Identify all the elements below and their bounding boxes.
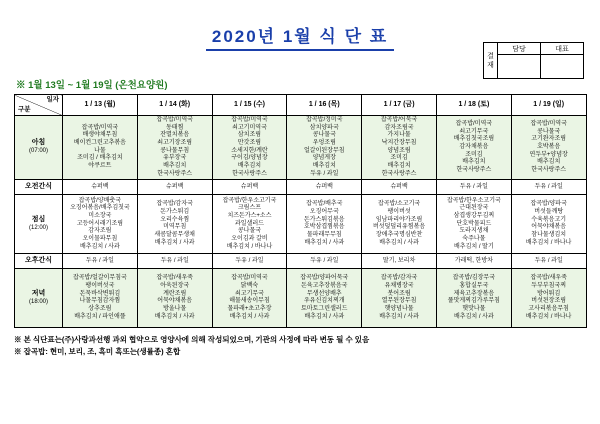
menu-item: 근대된장국	[459, 205, 489, 212]
menu-item: 삼치양파국	[309, 124, 339, 131]
menu-item: 두유 / 과일	[310, 170, 339, 177]
menu-item: 쇠고기장조림	[157, 140, 193, 147]
menu-item: 배추김치 / 바나나	[525, 239, 572, 246]
menu-item: 한국사랑주스	[456, 166, 492, 173]
menu-item: 잡곡밥/어묵국	[380, 117, 418, 123]
menu-cell-2-2	[212, 195, 287, 254]
menu-cell-0-5	[436, 116, 511, 180]
menu-cell-1-5: 두유 / 과일	[436, 180, 511, 195]
menu-cell-2-3	[287, 195, 362, 254]
menu-item: 우엉조림	[312, 140, 336, 147]
menu-item: 잡곡밥/미역국	[81, 124, 119, 131]
menu-cell-0-1	[137, 116, 212, 180]
menu-item: 한국사랑주스	[531, 166, 567, 173]
menu-item: 물파래+초고추장	[227, 306, 272, 313]
menu-item: 제육고추장볶음	[453, 290, 495, 297]
menu-item: 돈육고추장볶음국	[301, 283, 348, 290]
menu-item: 잡곡밥/감자국	[156, 201, 193, 208]
menu-item: 우유신김치찌개	[304, 298, 345, 305]
menu-item: 배추김치 / 사과	[453, 313, 494, 320]
menu-item: 잡곡밥/배추국	[306, 201, 343, 208]
menu-cell-4-6	[511, 269, 586, 328]
menu-item: 미소장국	[88, 212, 112, 219]
menu-item: 잡곡밥/감자국	[380, 275, 418, 282]
menu-item: 잡곡밥/미역국	[156, 117, 193, 123]
menu-item: 오징어볶음/배추김칫국	[70, 205, 130, 212]
menu-item: 배추김치 / 파인애플	[74, 313, 126, 320]
menu-item: 배추김치 / 사과	[304, 239, 345, 246]
row-label-time-4: (18:00)	[28, 299, 48, 306]
menu-item: 잡곡밥/정미국	[306, 117, 343, 123]
menu-item: 배추김치	[537, 159, 561, 166]
row-label-1: 오전간식	[15, 180, 63, 195]
menu-item: 무생선양배추	[306, 290, 342, 297]
menu-item: 어묵야채볶음	[157, 298, 193, 305]
menu-item: 팽이버섯국	[85, 283, 115, 290]
row-label-3: 오후간식	[15, 254, 63, 269]
menu-item: 단호박물피드	[456, 220, 492, 227]
menu-item: 조미김	[465, 151, 483, 158]
menu-item: 잡곡밥/미역국	[530, 120, 567, 127]
menu-cell-1-6: 두유 / 과일	[511, 180, 586, 195]
menu-item: 돈가스튀김볶음	[304, 216, 345, 223]
menu-item: 한국사랑주스	[157, 170, 193, 177]
menu-item: 유채병장국	[384, 283, 414, 290]
menu-item: 돈가스튀김	[160, 209, 190, 216]
menu-item: 만갓조림	[237, 140, 262, 147]
menu-item: 양념조림	[387, 147, 411, 154]
menu-item: 호박볶음	[537, 143, 561, 150]
menu-cell-1-1: 슈퍼백	[137, 180, 212, 195]
menu-item: 양념게장	[312, 155, 336, 162]
menu-item: 고기완자조림	[531, 136, 567, 143]
menu-item: 오이물파무침	[82, 235, 118, 242]
menu-item: 버섯들깨탕	[534, 209, 564, 216]
menu-item: 구이김/양념장	[231, 155, 268, 162]
row-label-time-0: (07:00)	[28, 148, 48, 155]
menu-item: 오리수육찜	[160, 216, 190, 223]
menu-item: 배추김치	[462, 159, 486, 166]
menu-item: 숙주나물	[462, 235, 486, 242]
menu-item: 유부장국	[163, 155, 187, 162]
menu-item: 베이컨그린고추볶음	[73, 140, 126, 147]
menu-item: 잡곡밥/새우죽	[530, 275, 567, 282]
menu-cell-4-2	[212, 269, 287, 328]
menu-item: 버섯덮덮리유찜볶음	[373, 224, 426, 231]
table-header-row	[15, 95, 587, 116]
row-label-2	[15, 195, 63, 254]
row-label-name-0: 아침	[31, 139, 46, 147]
menu-item: 상추조림	[88, 306, 112, 313]
row-label-0	[15, 116, 63, 180]
menu-cell-4-3	[287, 269, 362, 328]
menu-row-1	[15, 180, 587, 195]
menu-item: 쇠고기무국	[235, 290, 264, 297]
menu-cell-2-1	[137, 195, 212, 254]
menu-item: 수육볶음고기	[531, 216, 567, 223]
menu-item: 오이김과 갈비	[231, 235, 268, 242]
menu-item: 고사리볶음무침	[528, 306, 569, 313]
menu-row-3	[15, 254, 587, 269]
menu-item: 새콤달콤무생채	[154, 232, 195, 239]
menu-item: 팽이버섯	[387, 209, 411, 216]
menu-cell-1-3: 슈퍼백	[287, 180, 362, 195]
menu-item: 방울나물	[163, 306, 187, 313]
day-header-6: 1 / 19 (일)	[511, 95, 586, 116]
approval-column-1: 대표	[541, 43, 584, 55]
menu-item: 미역무침	[163, 224, 187, 231]
approval-label: 결재	[484, 43, 498, 79]
menu-item: 감자채볶음	[459, 143, 489, 150]
period-label: ※ 1월 13일 ~ 1월 19일 (온천요양원)	[16, 80, 168, 91]
menu-item: 열무된장무침	[381, 298, 417, 305]
menu-item: 토마토그린샐러드	[301, 306, 348, 313]
table-corner-cell	[15, 95, 63, 116]
menu-cell-1-4: 슈퍼백	[362, 180, 437, 195]
menu-item: 삼겹생강무김찌	[453, 212, 495, 219]
menu-item: 배추김치	[237, 163, 262, 170]
menu-item: 콩나물국	[537, 128, 561, 135]
menu-item: 배추김치 / 사과	[304, 313, 345, 320]
menu-item: 잡곡밥/양파어묵국	[300, 275, 349, 282]
menu-cell-2-0	[63, 195, 138, 254]
menu-item: 동태찜	[166, 124, 184, 131]
menu-item: 감자조림국	[384, 124, 414, 131]
menu-item: 소세지한/계란	[231, 147, 268, 154]
menu-item: 감자조림	[88, 228, 112, 235]
menu-item: 얼갈이된장무침	[304, 147, 345, 154]
menu-item: 낙지간장무침	[381, 140, 417, 147]
menu-item: 배추김치 / 사과	[80, 243, 120, 250]
menu-item: 나물무침감자찜	[79, 298, 121, 305]
menu-cell-0-6	[511, 116, 586, 180]
menu-item: 배추김치	[312, 163, 336, 170]
menu-item: 배추김치	[163, 163, 187, 170]
menu-cell-3-0: 두유 / 과일	[63, 254, 138, 269]
menu-item: 잡곡밥/미역국	[455, 120, 493, 127]
menu-item: 풀맛게찌김가루무침	[447, 298, 500, 305]
menu-item: 호박삼겹찜볶음	[304, 224, 345, 231]
menu-item: 잡곡밥/김장무국	[452, 275, 495, 282]
menu-cell-2-5	[436, 195, 511, 254]
menu-item: 배추김칫국조림	[453, 136, 495, 143]
menu-item: 잡곡밥/한우소고기국	[222, 197, 277, 204]
footnotes	[14, 334, 586, 357]
menu-item: 참나물생김치	[531, 232, 567, 239]
menu-item: 쇠고기무국	[459, 128, 489, 135]
row-label-name-2: 점심	[31, 216, 46, 224]
menu-item: 콩나물무침	[160, 147, 190, 154]
day-header-3: 1 / 16 (목)	[287, 95, 362, 116]
menu-item: 임남파리야가조림	[375, 216, 423, 223]
menu-item: 장애추국명심반찬	[375, 232, 423, 239]
menu-item: 배추김치 / 바나나	[525, 313, 572, 320]
menu-row-2	[15, 195, 587, 254]
menu-cell-0-3	[287, 116, 362, 180]
menu-item: 잡곡밥/한우소고기국	[446, 197, 501, 204]
menu-table-body	[15, 116, 587, 328]
menu-item: 계란조림	[163, 290, 187, 297]
menu-item: 과일샐러드	[235, 220, 264, 227]
day-header-0: 1 / 13 (월)	[63, 95, 138, 116]
menu-item: 가지나물	[387, 132, 411, 139]
menu-item: 두부부침국찌	[531, 283, 567, 290]
row-label-time-2: (12:00)	[28, 225, 48, 232]
corner-label-date: 일자	[46, 96, 59, 103]
menu-cell-1-2: 슈퍼백	[212, 180, 287, 195]
menu-cell-2-4	[362, 195, 437, 254]
footnote-1: ※ 본 식단표는(주)사랑과선행 과외 협약으로 영양사에 의해 작성되었으며, 기관의 사정에 따라 변동 될 수 있음	[14, 335, 370, 345]
row-label-4	[15, 269, 63, 328]
menu-item: 배생야채무침	[82, 132, 118, 139]
menu-cell-3-6: 두유 / 과일	[511, 254, 586, 269]
menu-cell-0-4	[362, 116, 437, 180]
menu-item: 잡곡밥/미역국	[231, 275, 268, 282]
menu-item: 조미김 / 배추김치	[77, 155, 123, 162]
menu-item: 연두부+양념장	[529, 151, 568, 158]
approval-column-0: 담당	[498, 43, 541, 55]
menu-item: 콩나물국	[312, 132, 336, 139]
corner-label-category: 구분	[18, 105, 31, 113]
menu-cell-3-5: 가래떡, 한방차	[436, 254, 511, 269]
menu-item: 잡곡밥/양파국	[530, 201, 567, 208]
menu-item: 한국사랑주스	[381, 170, 417, 177]
menu-item: 배추김치 / 바나나	[226, 243, 273, 250]
menu-item: 야쿠르트	[88, 163, 112, 170]
menu-item: 돈묵바삭변튀김	[79, 290, 121, 297]
menu-item: 닭백숙	[240, 283, 259, 290]
menu-cell-3-1: 두유 / 과일	[137, 254, 212, 269]
menu-cell-3-3: 두유 / 과일	[287, 254, 362, 269]
menu-item: 도라지생채	[459, 228, 489, 235]
menu-item: 봇어조림	[387, 290, 411, 297]
menu-item: 고등어시래기조림	[76, 220, 124, 227]
menu-item: 물파래무무침	[306, 232, 342, 239]
row-label-name-4: 저녁	[31, 290, 46, 298]
menu-item: 해물새송이무침	[229, 298, 270, 305]
menu-item: 아욱된장국	[160, 283, 190, 290]
menu-item: 방어튀김	[537, 290, 561, 297]
menu-item: 배추김치 / 사과	[229, 313, 270, 320]
menu-cell-2-6	[511, 195, 586, 254]
menu-item: 햇양념나물	[384, 306, 414, 313]
menu-cell-3-2: 두유 / 과일	[212, 254, 287, 269]
menu-item: 배추김치 / 사과	[379, 313, 419, 320]
menu-item: 한국사랑주스	[232, 170, 267, 177]
menu-cell-4-1	[137, 269, 212, 328]
menu-cell-3-4: 딸기, 보리차	[362, 254, 437, 269]
menu-cell-4-4	[362, 269, 437, 328]
menu-item: 콩나물국	[237, 228, 262, 235]
menu-cell-1-0: 슈퍼백	[63, 180, 138, 195]
approval-sign-0	[498, 55, 541, 79]
menu-item: 어묵야채볶음	[531, 224, 567, 231]
menu-item: 치즈돈가스+소스	[227, 212, 272, 219]
menu-item: 잡곡밥/새우죽	[156, 275, 193, 282]
menu-row-0	[15, 116, 587, 180]
menu-cell-0-2	[212, 116, 287, 180]
menu-item: 잡곡밥/미역국	[231, 117, 268, 123]
menu-item: 배추김치 / 딸기	[453, 243, 494, 250]
menu-item: 배추김치 / 사과	[154, 313, 195, 320]
menu-item: 햇맛나물	[462, 306, 486, 313]
day-header-1: 1 / 14 (화)	[137, 95, 212, 116]
day-header-5: 1 / 18 (토)	[436, 95, 511, 116]
day-header-2: 1 / 15 (수)	[212, 95, 287, 116]
menu-item: 홍합실무국	[459, 283, 489, 290]
day-header-4: 1 / 17 (금)	[362, 95, 437, 116]
menu-table	[14, 94, 587, 328]
menu-item: 삼치조림	[237, 132, 262, 139]
menu-cell-4-0	[63, 269, 138, 328]
menu-cell-4-5	[436, 269, 511, 328]
menu-row-4	[15, 269, 587, 328]
footnote-2: ※ 잡곡밥: 현미, 보리, 조, 흑미 흑또는(생률종) 혼합	[14, 346, 181, 356]
menu-item: 쇠고기미역국	[232, 124, 267, 131]
menu-item: 조미김	[390, 155, 408, 162]
page-title: 2020년 1월 식 단 표	[206, 22, 394, 51]
menu-item: 잡곡밥/양배춧국	[78, 197, 122, 204]
approval-box	[483, 42, 584, 79]
menu-item: 나물	[94, 147, 106, 154]
menu-item: 버섯된장조림	[531, 298, 567, 305]
menu-item: 배추김치 / 사과	[379, 239, 419, 246]
menu-item: 배추김치	[387, 163, 411, 170]
approval-sign-1	[541, 55, 584, 79]
menu-item: 잡곡밥/얼갈이무침국	[72, 275, 127, 282]
menu-cell-0-0	[63, 116, 138, 180]
menu-item: 크림스프	[237, 205, 262, 212]
menu-item: 오징어무국	[309, 209, 339, 216]
menu-item: 잡곡밥/소고기국	[377, 201, 421, 208]
menu-item: 배추김치 / 사과	[154, 239, 195, 246]
menu-item: 잔멸치볶음	[160, 132, 190, 139]
